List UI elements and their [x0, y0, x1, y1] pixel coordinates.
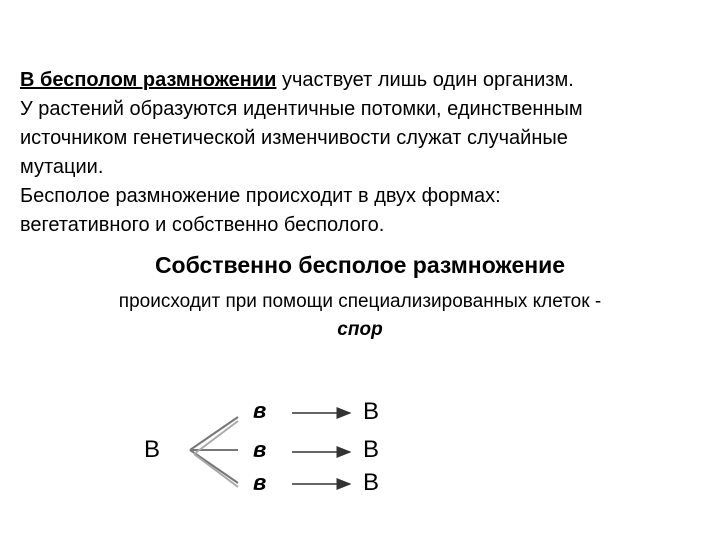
subtext-line-1: происходит при помощи специализированных клеток -: [118, 291, 602, 312]
intro-line-1-rest: участвует лишь один организм.: [276, 69, 574, 91]
offspring-3: В: [363, 469, 380, 496]
branch-arrows: [190, 417, 238, 487]
spore-3: в: [253, 470, 267, 495]
intro-line-6: вегетативного и собственно бесполого.: [20, 214, 385, 236]
intro-line-1: [20, 66, 710, 95]
diagram-arrows: [0, 380, 720, 510]
spore-2: в: [253, 437, 267, 462]
spor-term: спор: [337, 319, 383, 340]
section-subtext: [0, 288, 720, 344]
spore-1: в: [253, 398, 267, 423]
offspring-1: В: [363, 398, 380, 425]
intro-line-5: Бесполое размножение происходит в двух формах:: [20, 185, 501, 207]
spore-diagram: [0, 380, 720, 510]
intro-paragraph: [20, 66, 710, 240]
intro-line-3: источником генетической изменчивости служат случайные: [20, 127, 568, 149]
section-heading: Собственно бесполое размножение: [154, 252, 566, 278]
intro-line-2: У растений образуются идентичные потомки, единственным: [20, 98, 583, 120]
offspring-2: В: [363, 436, 380, 463]
parent-organism: В: [144, 436, 161, 463]
growth-arrows: [292, 413, 350, 484]
term-asexual-reproduction: В бесполом размножении: [20, 69, 277, 91]
intro-line-4: мутации.: [20, 156, 104, 178]
